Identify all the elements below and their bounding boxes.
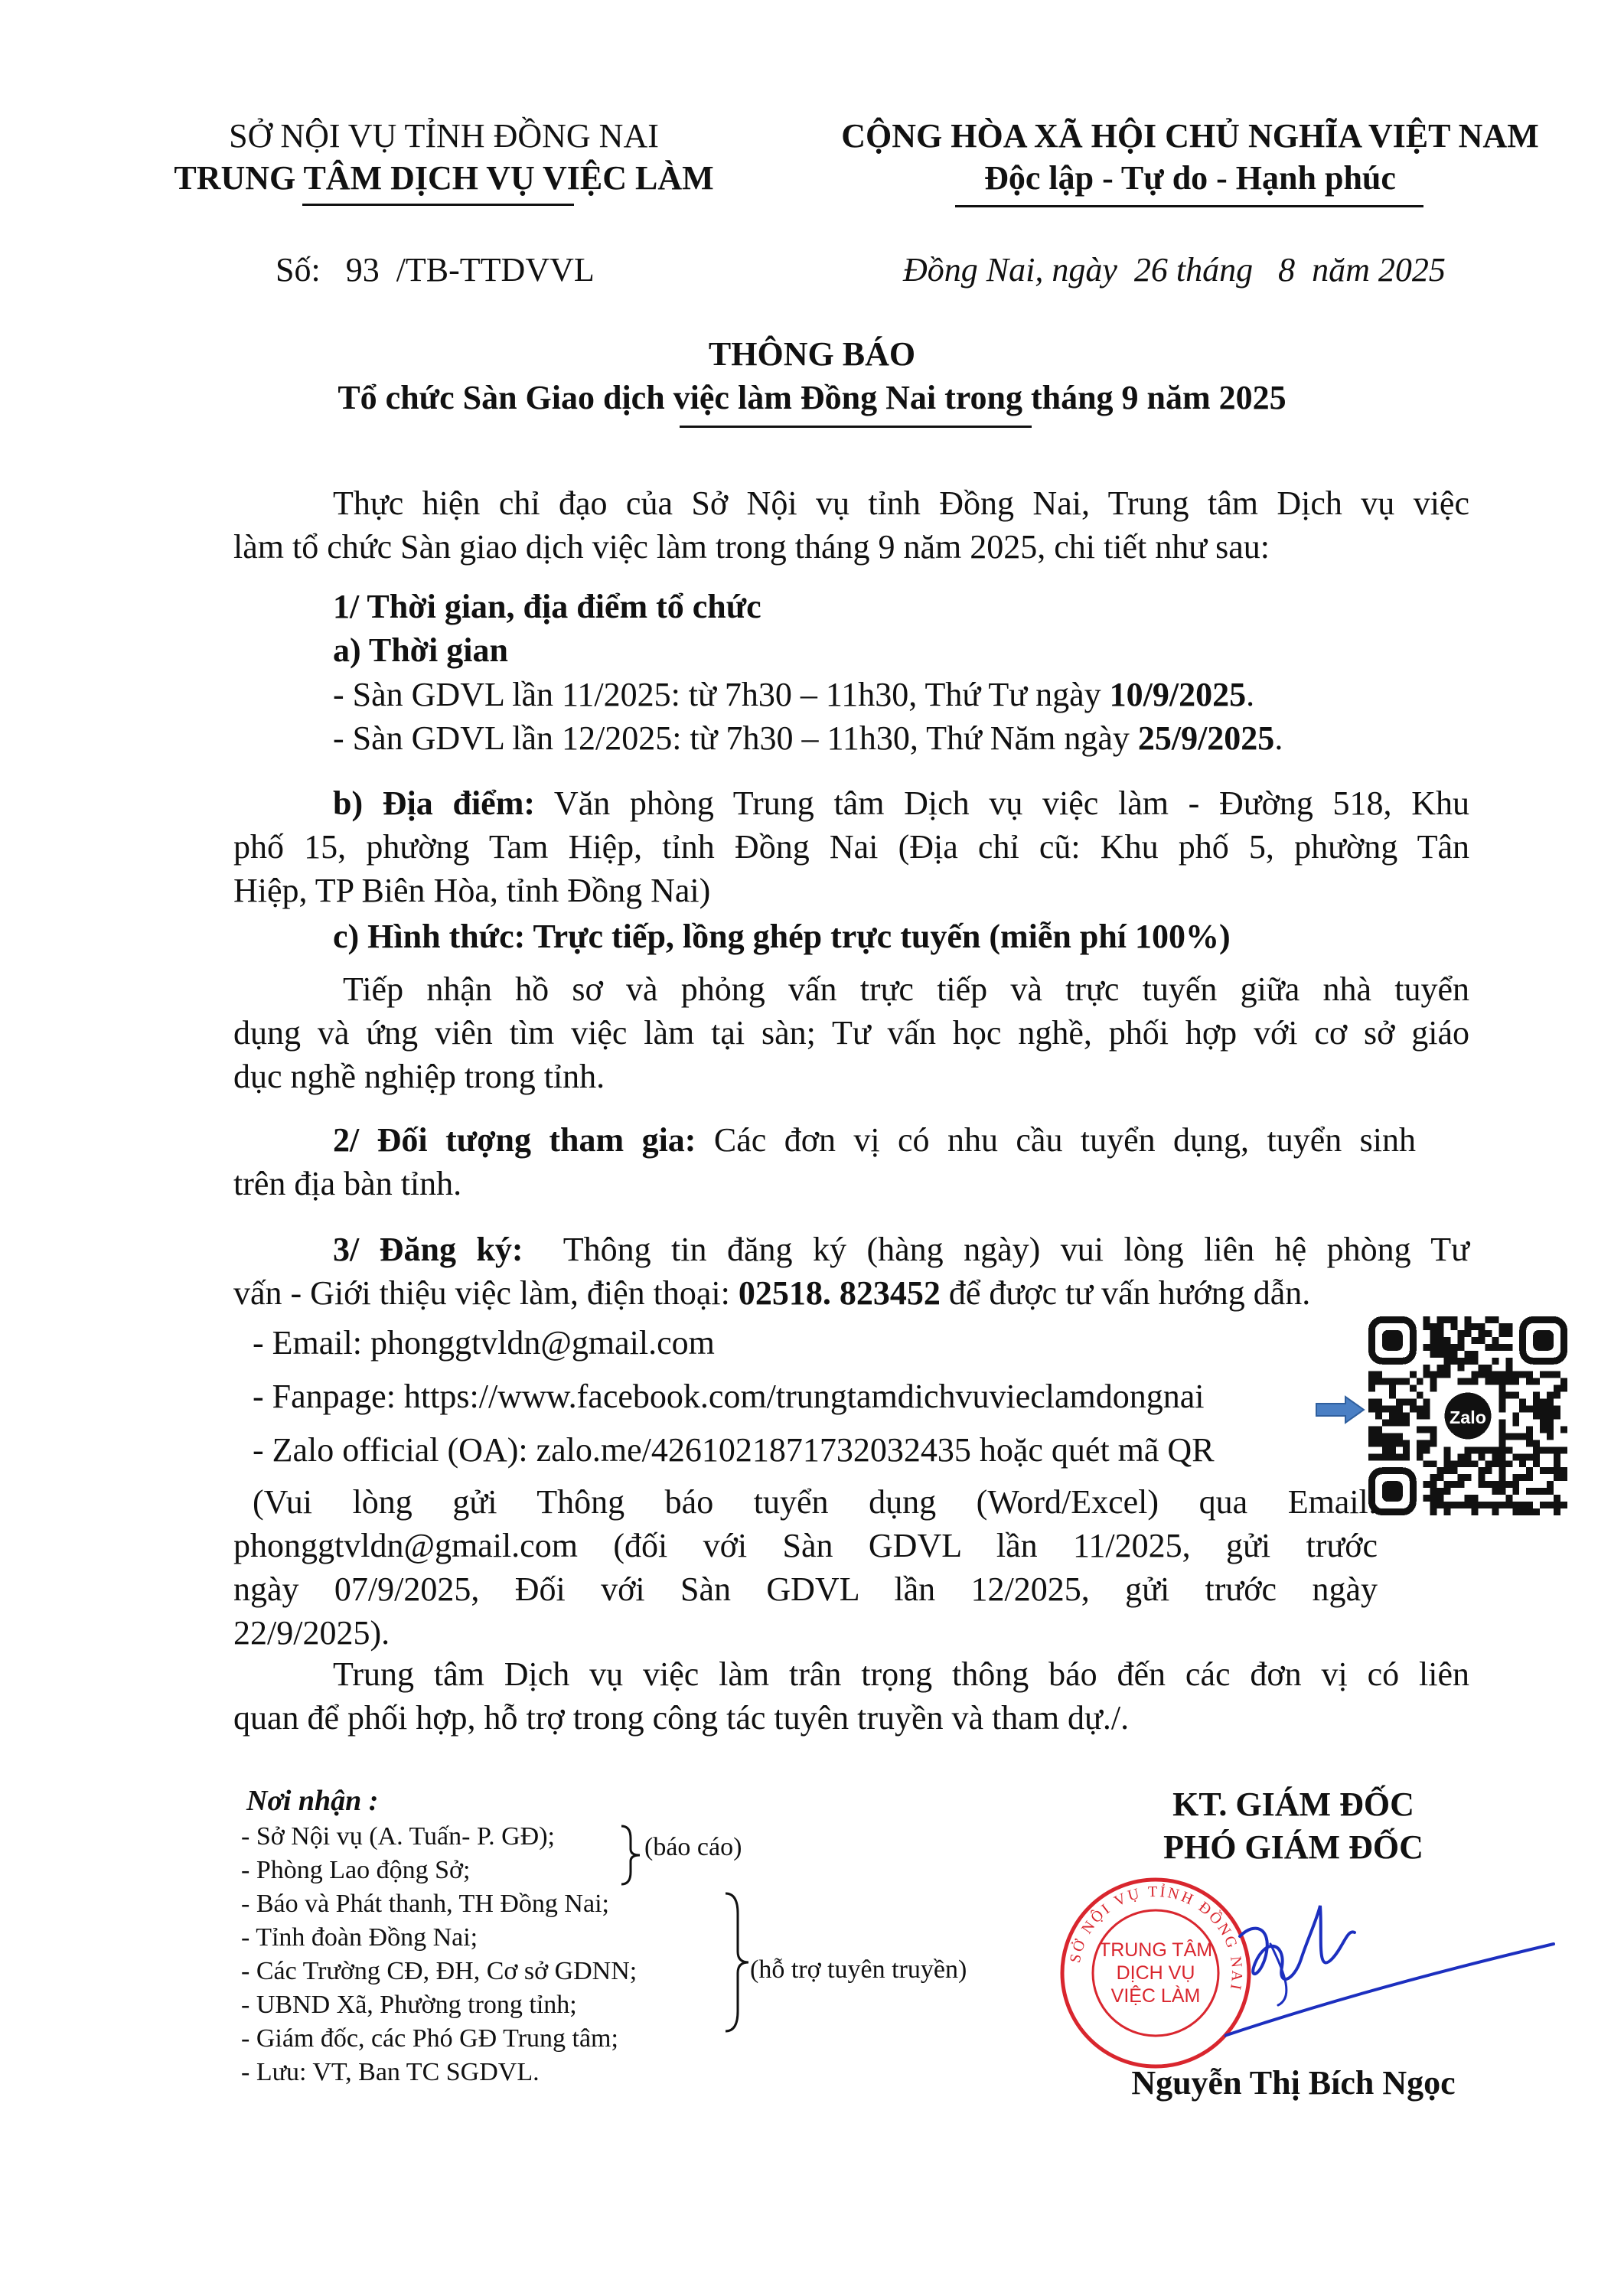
section-1a-heading: a) Thời gian xyxy=(333,631,508,669)
recipient-item: - Giám đốc, các Phó GĐ Trung tâm; xyxy=(241,2024,618,2053)
signer-title-1: KT. GIÁM ĐỐC xyxy=(1172,1786,1414,1823)
participants-text-1: Các đơn vị có nhu cầu tuyển dụng, tuyển sinh xyxy=(696,1121,1416,1159)
register-text-2b: để được tư vấn hướng dẫn. xyxy=(940,1274,1311,1312)
stamp-line-1: TRUNG TÂM xyxy=(1098,1939,1213,1961)
register-line-1 xyxy=(333,1228,1469,1271)
schedule-item-2 xyxy=(333,717,1283,760)
closing-line-1: Trung tâm Dịch vụ việc làm trân trọng thông báo đến các đơn vị có liên xyxy=(333,1655,1469,1693)
schedule-item-1 xyxy=(333,673,1254,716)
participants-line-2: trên địa bàn tỉnh. xyxy=(233,1165,462,1202)
format-line-3: dục nghề nghiệp trong tỉnh. xyxy=(233,1058,605,1095)
location-line-2: phố 15, phường Tam Hiệp, tỉnh Đồng Nai (Địa chỉ cũ: Khu phố 5, phường Tân xyxy=(233,828,1469,866)
stamp-line-2: DỊCH VỤ xyxy=(1116,1962,1195,1984)
register-text-2a: vấn - Giới thiệu việc làm, điện thoại: xyxy=(233,1274,739,1312)
contact-email[interactable]: - Email: phonggtvldn@gmail.com xyxy=(253,1324,715,1362)
recipient-item: - Báo và Phát thanh, TH Đồng Nai; xyxy=(241,1890,609,1918)
motto-underline xyxy=(955,205,1423,207)
location-line-3: Hiệp, TP Biên Hòa, tỉnh Đồng Nai) xyxy=(233,872,711,909)
recipient-item: - Sở Nội vụ (A. Tuấn- P. GĐ); xyxy=(241,1822,555,1851)
national-motto: Độc lập - Tự do - Hạnh phúc xyxy=(984,159,1396,197)
signer-title-2: PHÓ GIÁM ĐỐC xyxy=(1163,1828,1423,1866)
schedule-item-1-end: . xyxy=(1246,676,1255,713)
doc-subtitle: Tổ chức Sàn Giao dịch việc làm Đồng Nai trong tháng 9 năm 2025 xyxy=(338,379,1286,416)
recipient-item: - Lưu: VT, Ban TC SGDVL. xyxy=(241,2058,540,2086)
note-line-1: (Vui lòng gửi Thông báo tuyển dụng (Word/Excel) qua Email: xyxy=(253,1483,1378,1521)
agency-underline xyxy=(302,204,574,206)
register-phone: 02518. 823452 xyxy=(738,1274,941,1312)
zalo-logo-label: Zalo xyxy=(1450,1407,1486,1427)
stamp-ring-text: SỞ NỘI VỤ TỈNH ĐỒNG NAI xyxy=(1066,1883,1246,1994)
stamp-line-3: VIỆC LÀM xyxy=(1110,1985,1201,2007)
group2-note: (hỗ trợ tuyên truyền) xyxy=(750,1955,967,1984)
recipient-item: - Tỉnh đoàn Đồng Nai; xyxy=(241,1923,478,1952)
closing-line-2: quan để phối hợp, hỗ trợ trong công tác tuyên truyền và tham dự./. xyxy=(233,1699,1130,1737)
intro-line-1: Thực hiện chỉ đạo của Sở Nội vụ tỉnh Đồng Nai, Trung tâm Dịch vụ việc xyxy=(333,484,1469,522)
agency-parent: SỞ NỘI VỤ TỈNH ĐỒNG NAI xyxy=(229,117,659,155)
recipient-item: - UBND Xã, Phường trong tỉnh; xyxy=(241,1991,577,2019)
location-label: b) Địa điểm: xyxy=(333,784,536,822)
brace-icon xyxy=(617,1823,647,1887)
format-line-1: Tiếp nhận hồ sơ và phỏng vấn trực tiếp và trực tuyến giữa nhà tuyển xyxy=(343,970,1469,1008)
intro-line-2: làm tổ chức Sàn giao dịch việc làm trong tháng 9 năm 2025, chi tiết như sau: xyxy=(233,528,1270,566)
note-line-2: phonggtvldn@gmail.com (đối với Sàn GDVL lần 11/2025, gửi trước xyxy=(233,1527,1378,1564)
recipient-item: - Phòng Lao động Sở; xyxy=(241,1856,471,1884)
format-line-2: dụng và ứng viên tìm việc làm tại sàn; Tư vấn học nghề, phối hợp với cơ sở giáo xyxy=(233,1014,1469,1052)
subtitle-underline xyxy=(680,426,1032,428)
section-1-heading: 1/ Thời gian, địa điểm tổ chức xyxy=(333,588,761,625)
register-text-1: Thông tin đăng ký (hàng ngày) vui lòng liên hệ phòng Tư xyxy=(523,1231,1470,1268)
doc-title: THÔNG BÁO xyxy=(708,335,916,373)
agency-name: TRUNG TÂM DỊCH VỤ VIỆC LÀM xyxy=(174,159,714,197)
national-title: CỘNG HÒA XÃ HỘI CHỦ NGHĨA VIỆT NAM xyxy=(841,117,1539,155)
participants-line-1 xyxy=(333,1119,1416,1162)
recipient-item: - Các Trường CĐ, ĐH, Cơ sở GDNN; xyxy=(241,1957,638,1985)
register-label: 3/ Đăng ký: xyxy=(333,1231,523,1268)
participants-label: 2/ Đối tượng tham gia: xyxy=(333,1121,696,1159)
recipients-heading: Nơi nhận : xyxy=(246,1785,379,1817)
signer-name: Nguyễn Thị Bích Ngọc xyxy=(1131,2064,1456,2102)
contact-zalo[interactable]: - Zalo official (OA): zalo.me/4261021871732032435 hoặc quét mã QR xyxy=(253,1431,1215,1469)
section-1c-heading: c) Hình thức: Trực tiếp, lồng ghép trực tuyến (miễn phí 100%) xyxy=(333,918,1231,955)
schedule-item-1-date: 10/9/2025 xyxy=(1109,676,1247,713)
group1-note: (báo cáo) xyxy=(644,1833,742,1861)
location-line-1 xyxy=(333,782,1469,825)
recipients-list xyxy=(241,1820,637,2089)
document-date: Đồng Nai, ngày 26 tháng 8 năm 2025 xyxy=(903,251,1446,289)
schedule-item-1-text: - Sàn GDVL lần 11/2025: từ 7h30 – 11h30, Thứ Tư ngày xyxy=(333,676,1110,713)
note-line-3: ngày 07/9/2025, Đối với Sàn GDVL lần 12/2025, gửi trước ngày xyxy=(233,1570,1378,1608)
note-line-4: 22/9/2025). xyxy=(233,1614,390,1652)
schedule-item-2-date: 25/9/2025 xyxy=(1137,719,1275,757)
schedule-item-2-end: . xyxy=(1274,719,1283,757)
arrow-right-icon xyxy=(1315,1394,1365,1425)
document-number: Số: 93 /TB-TTDVVL xyxy=(276,251,595,289)
location-text-1: Văn phòng Trung tâm Dịch vụ việc làm - Đường 518, Khu xyxy=(535,784,1469,822)
schedule-item-2-text: - Sàn GDVL lần 12/2025: từ 7h30 – 11h30, Thứ Năm ngày xyxy=(333,719,1138,757)
contact-fanpage[interactable]: - Fanpage: https://www.facebook.com/trungtamdichvuvieclamdongnai xyxy=(253,1378,1205,1415)
handwritten-signature xyxy=(1225,1890,1561,2059)
zalo-qr-code[interactable] xyxy=(1368,1316,1567,1515)
register-line-2 xyxy=(233,1272,1310,1315)
